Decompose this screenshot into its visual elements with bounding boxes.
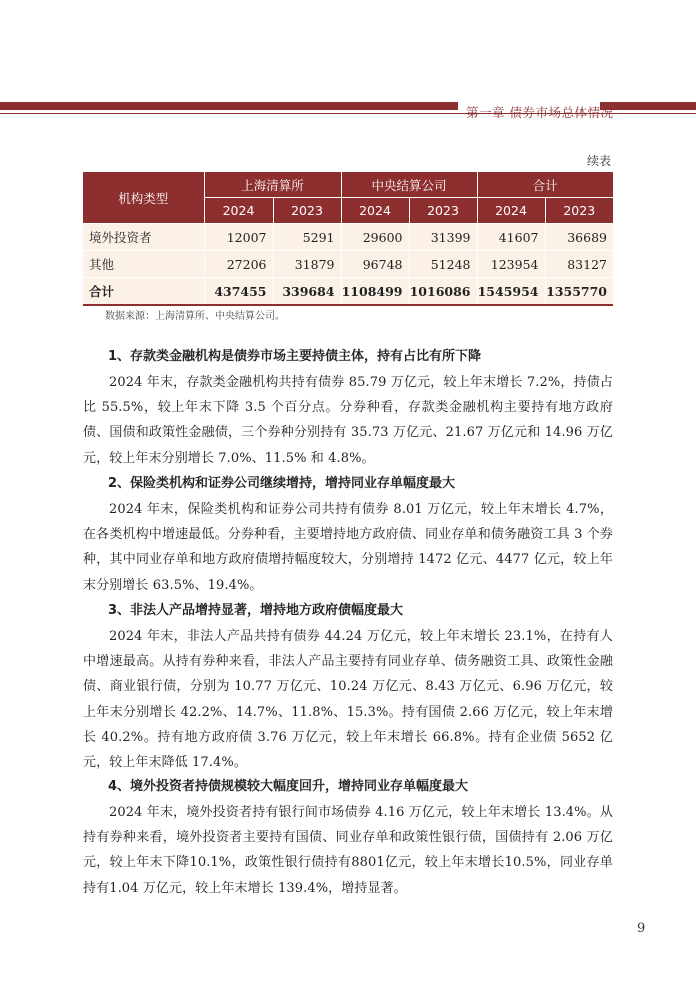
table-cell: 83127 xyxy=(545,251,613,278)
year-header: 2024 xyxy=(477,198,545,224)
group-header-shanghai-clearing: 上海清算所 xyxy=(204,172,341,198)
table-cell: 1545954 xyxy=(477,278,545,306)
section-heading: 3、非法人产品增持显著，增持地方政府债幅度最大 xyxy=(108,603,404,618)
table-source-note: 数据来源：上海清算所、中央结算公司。 xyxy=(105,311,285,322)
table-row xyxy=(83,251,613,278)
section-heading: 2、保险类机构和证券公司继续增持，增持同业存单幅度最大 xyxy=(108,476,456,491)
table-cell: 12007 xyxy=(204,224,273,251)
table-cell: 96748 xyxy=(341,251,409,278)
group-header-central-depository: 中央结算公司 xyxy=(341,172,477,198)
section-4 xyxy=(83,774,613,901)
table-cell: 5291 xyxy=(273,224,341,251)
table-corner-header: 机构类型 xyxy=(83,172,204,224)
section-paragraph: 2024 年末，保险类机构和证券公司共持有债券 8.01 万亿元，较上年末增长 4.7%，在各类机构中增速最低。分券种看，主要增持地方政府债、同业存单和债务融资工具 3 个券种，其中同业存单和地方政府债增持幅度较大，分别增持 1472 亿元、4477 亿元，较上年末分别增长 63.5%、19.4%。 xyxy=(83,502,613,593)
table-cell: 51248 xyxy=(409,251,477,278)
chapter-title: 第一章 债券市场总体情况 xyxy=(466,105,614,120)
section-paragraph: 2024 年末，境外投资者持有银行间市场债券 4.16 万亿元，较上年末增长 13.4%。从持有券种来看，境外投资者主要持有国债、同业存单和政策性银行债，国债持有 2.06 万亿元，较上年末下降10.1%，政策性银行债持有8801亿元，较上年末增长10.5%，同业存单持有1.04 万亿元，较上年末增长 139.4%，增持显著。 xyxy=(83,805,613,896)
holdings-table xyxy=(83,172,613,306)
table-cell: 27206 xyxy=(204,251,273,278)
table-total-row xyxy=(83,278,613,306)
year-header: 2024 xyxy=(204,198,273,224)
section-3 xyxy=(83,598,613,775)
section-paragraph: 2024 年末，非法人产品共持有债券 44.24 万亿元，较上年末增长 23.1%，在持有人中增速最高。从持有券种来看，非法人产品主要持有同业存单、债务融资工具、政策性金融债、商业银行债，分别为 10.77 万亿元、10.24 万亿元、8.43 万亿元、6.96 万亿元，较上年末分别增长 42.2%、14.7%、11.8%、15.3%。持有国债 2.66 万亿元，较上年末增长 40.2%。持有地方政府债 3.76 万亿元，较上年末增长 66.8%。持有企业债 5652 亿元，较上年末降低 17.4%。 xyxy=(83,629,613,771)
table-cell: 41607 xyxy=(477,224,545,251)
section-2 xyxy=(83,471,613,598)
table-cell: 123954 xyxy=(477,251,545,278)
section-heading: 1、存款类金融机构是债券市场主要持债主体，持有占比有所下降 xyxy=(108,349,482,364)
table-cell: 1355770 xyxy=(545,278,613,306)
table-cell: 31399 xyxy=(409,224,477,251)
table-cell: 437455 xyxy=(204,278,273,306)
year-header: 2023 xyxy=(273,198,341,224)
header-decor-bar-right xyxy=(600,102,696,110)
row-label: 境外投资者 xyxy=(83,224,204,251)
table-cell: 1108499 xyxy=(341,278,409,306)
table-continued-label: 续表 xyxy=(586,154,611,168)
year-header: 2024 xyxy=(341,198,409,224)
section-paragraph: 2024 年末，存款类金融机构共持有债券 85.79 万亿元，较上年末增长 7.2%，持债占比 55.5%，较上年末下降 3.5 个百分点。分券种看，存款类金融机构主要持有地方政府债、国债和政策性金融债，三个券种分别持有 35.73 万亿元、21.67 万亿元和 14.96 万亿元，较上年末分别增长 7.0%、11.5% 和 4.8%。 xyxy=(83,375,613,466)
year-header: 2023 xyxy=(409,198,477,224)
table-cell: 1016086 xyxy=(409,278,477,306)
table-cell: 339684 xyxy=(273,278,341,306)
group-header-total: 合计 xyxy=(477,172,613,198)
header-decor-bar xyxy=(0,102,458,110)
row-label: 其他 xyxy=(83,251,204,278)
table-row xyxy=(83,224,613,251)
year-header: 2023 xyxy=(545,198,613,224)
section-heading: 4、境外投资者持债规模较大幅度回升，增持同业存单幅度最大 xyxy=(108,779,469,794)
table-cell: 29600 xyxy=(341,224,409,251)
table-cell: 36689 xyxy=(545,224,613,251)
row-label: 合计 xyxy=(83,278,204,306)
section-1 xyxy=(83,344,613,471)
table-cell: 31879 xyxy=(273,251,341,278)
page-number: 9 xyxy=(637,921,646,936)
